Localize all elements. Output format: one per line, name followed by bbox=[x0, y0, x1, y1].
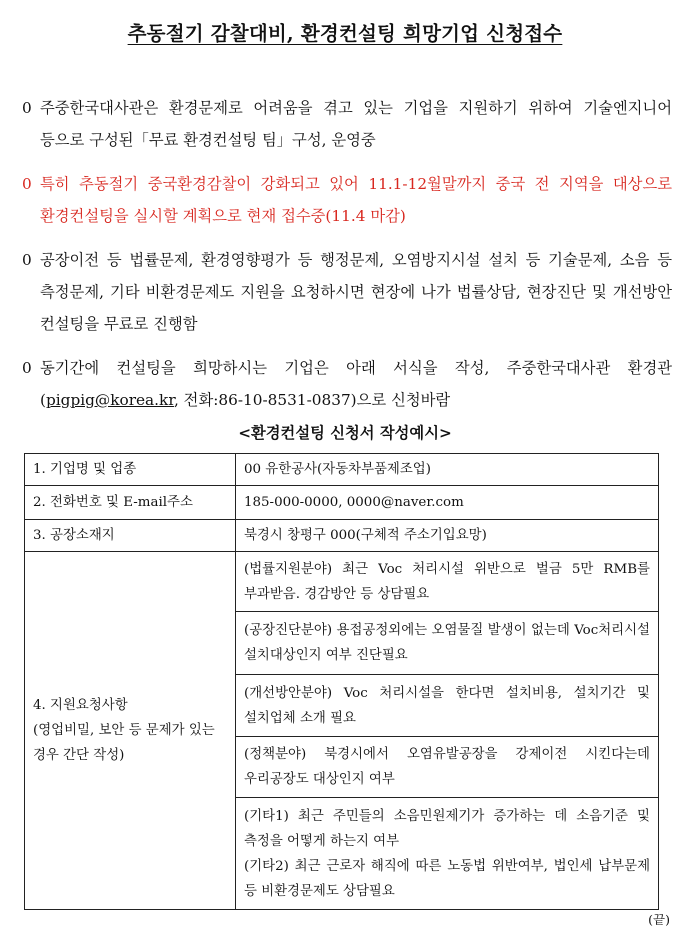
bullet-mark: 0 bbox=[22, 359, 32, 377]
application-form-table bbox=[24, 453, 659, 910]
bullet-item-support-team bbox=[22, 92, 672, 156]
bullet-mark: 0 bbox=[22, 175, 32, 193]
request-legal: (법률지원분야) 최근 Voc 처리시설 위반으로 벌금 5만 RMB를 부과받음. 경감방안 등 상담필요 bbox=[236, 552, 659, 612]
request-improvement: (개선방안분야) Voc 처리시설을 한다면 설치비용, 설치기간 및 설치업체 소개 필요 bbox=[236, 675, 659, 737]
table-row bbox=[25, 520, 659, 552]
request-other-2: (기타2) 최근 근로자 해직에 따른 노동법 위반여부, 법인세 납부문제 등 비환경문제도 상담필요 bbox=[244, 858, 650, 899]
notice-bullets bbox=[22, 92, 672, 428]
field-value-factory-address: 북경시 창평구 000(구체적 주소기입요망) bbox=[236, 520, 659, 552]
bullet-item-application bbox=[22, 352, 672, 416]
field-label-support-request bbox=[25, 552, 236, 910]
field-label-company: 1. 기업명 및 업종 bbox=[25, 454, 236, 486]
field-value-company: 00 유한공사(자동차부품제조업) bbox=[236, 454, 659, 486]
table-row bbox=[25, 552, 659, 612]
field-value-contact: 185-000-0000, 0000@naver.com bbox=[236, 486, 659, 520]
bullet-text: 동기간에 컨설팅을 희망하시는 기업은 아래 서식을 작성, 주중한국대사관 환경관( bbox=[40, 359, 672, 409]
request-policy: (정책분야) 북경시에서 오염유발공장을 강제이전 시킨다는데 우리공장도 대상인지 여부 bbox=[236, 737, 659, 798]
table-row bbox=[25, 454, 659, 486]
bullet-item-support-scope bbox=[22, 244, 672, 340]
bullet-text: 공장이전 등 법률문제, 환경영향평가 등 행정문제, 오염방지시설 설치 등 기술문제, 소음 등 측정문제, 기타 비환경문제도 지원을 요청하시면 현장에 나가 법률상담, 현장진단 및 개선방안 컨설팅을 무료로 진행함 bbox=[40, 251, 672, 333]
bullet-item-inspection-period bbox=[22, 168, 672, 232]
bullet-mark: 0 bbox=[22, 99, 32, 117]
table-row bbox=[25, 486, 659, 520]
page-title-text: 추동절기 감찰대비, 환경컨설팅 희망기업 신청접수 bbox=[127, 22, 563, 45]
support-request-note: (영업비밀, 보안 등 문제가 있는 경우 간단 작성) bbox=[33, 723, 215, 763]
bullet-text: 특히 추동절기 중국환경감찰이 강화되고 있어 11.1-12월말까지 중국 전 지역을 대상으로 환경컨설팅을 실시할 계획으로 현재 접수중(11.4 마감) bbox=[40, 175, 672, 225]
field-label-factory-address: 3. 공장소재지 bbox=[25, 520, 236, 552]
request-diagnosis: (공장진단분야) 용접공정외에는 오염물질 발생이 없는데 Voc처리시설 설치대상인지 여부 진단필요 bbox=[236, 612, 659, 675]
end-mark: (끝) bbox=[648, 912, 670, 927]
contact-email-link[interactable]: pigpig@korea.kr bbox=[45, 391, 174, 409]
page-title bbox=[0, 18, 690, 46]
form-caption: <환경컨설팅 신청서 작성예시> bbox=[238, 424, 452, 442]
bullet-text: 주중한국대사관은 환경문제로 어려움을 겪고 있는 기업을 지원하기 위하여 기술엔지니어 등으로 구성된「무료 환경컨설팅 팀」구성, 운영중 bbox=[40, 99, 672, 149]
support-request-title: 4. 지원요청사항 bbox=[33, 698, 128, 713]
bullet-mark: 0 bbox=[22, 251, 32, 269]
bullet-text: , 전화:86-10-8531-0837)으로 신청바람 bbox=[173, 391, 451, 409]
request-other-1: (기타1) 최근 주민들의 소음민원제기가 증가하는 데 소음기준 및 측정을 어떻게 하는지 여부 bbox=[244, 808, 650, 849]
request-other bbox=[236, 798, 659, 910]
field-label-contact: 2. 전화번호 및 E-mail주소 bbox=[25, 486, 236, 520]
